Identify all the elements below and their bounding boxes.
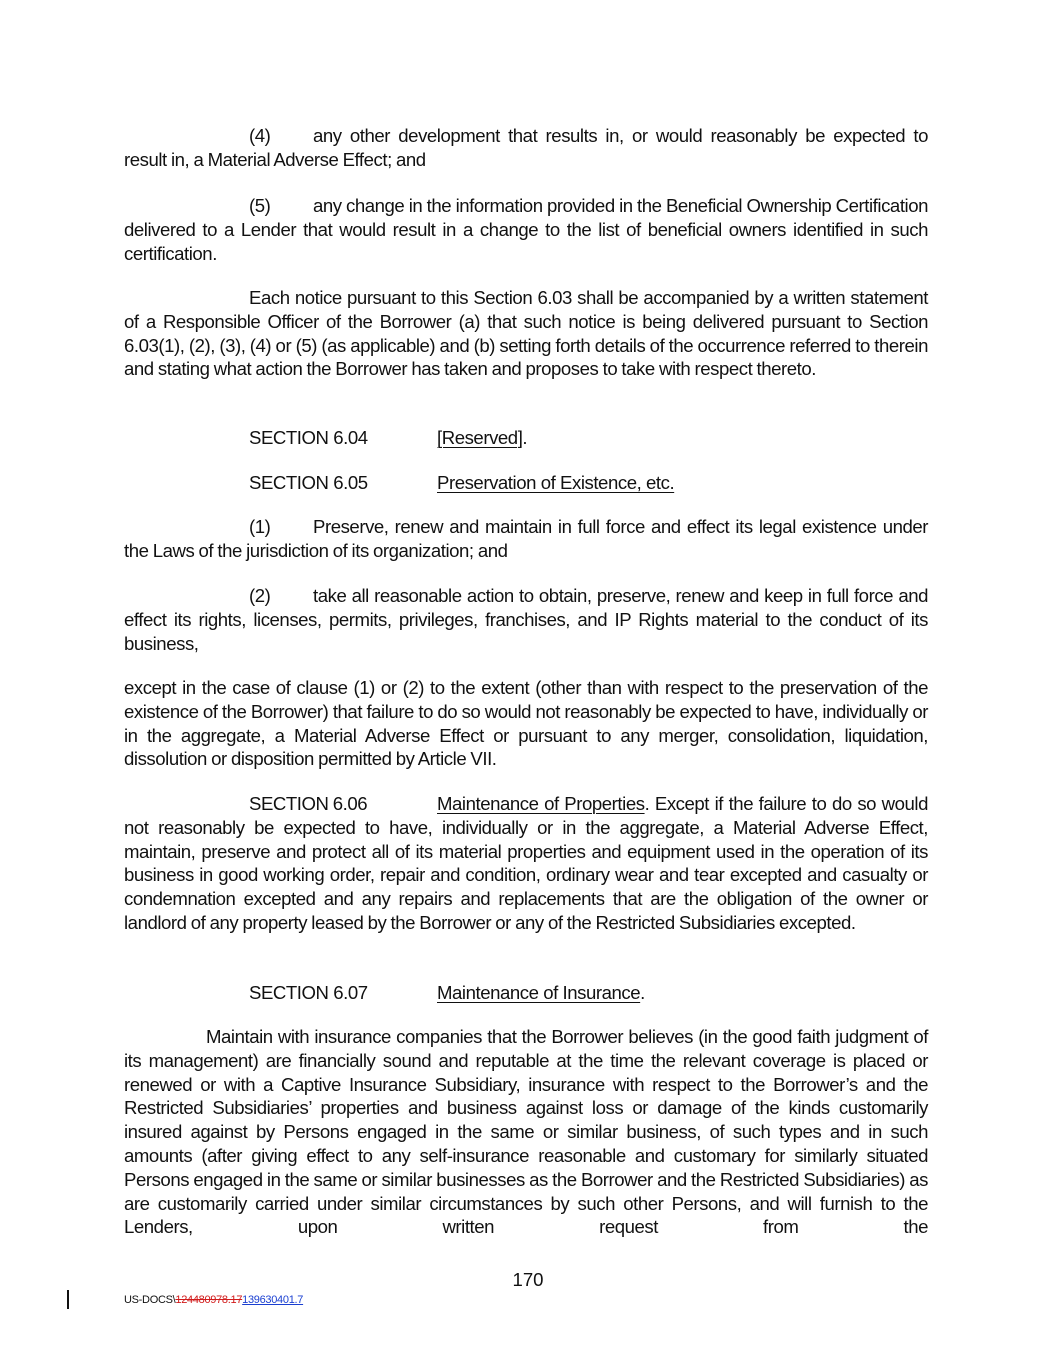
paragraph-text: take all reasonable action to obtain, preserve, renew and keep in full force and effect its rights, licenses, permits, privileges, franchises, and IP Rights material to the conduct of its business, bbox=[124, 585, 928, 654]
section-number: SECTION 6.07 bbox=[249, 982, 368, 1003]
section-title-suffix: . bbox=[640, 982, 645, 1003]
section-title: Maintenance of Insurance bbox=[437, 982, 641, 1003]
paragraph-4 bbox=[124, 124, 928, 172]
paragraph-number: (5) bbox=[249, 195, 271, 216]
paragraph-6-05-2 bbox=[124, 584, 928, 655]
paragraph-text: any other development that results in, or would reasonably be expected to result in, a Material Adverse Effect; and bbox=[124, 125, 928, 170]
revision-change-bar bbox=[67, 1290, 69, 1309]
footer-deleted-id: 124480978.17 bbox=[175, 1294, 243, 1306]
section-title: Maintenance of Properties bbox=[437, 793, 645, 814]
notice-paragraph bbox=[124, 286, 928, 381]
paragraph-6-05-1 bbox=[124, 515, 928, 563]
paragraph-number: (2) bbox=[249, 585, 271, 606]
section-6-05-heading bbox=[249, 471, 674, 495]
section-title: Preservation of Existence, etc. bbox=[437, 472, 675, 493]
insurance-paragraph bbox=[124, 1025, 928, 1239]
section-title: [Reserved] bbox=[437, 427, 523, 448]
paragraph-number: (1) bbox=[249, 516, 271, 537]
paragraph-text: . Except if the failure to do so would not reasonably be expected to have, individually or in the aggregate, a Material Adverse Effect, maintain, preserve and protect all of its material properties and equipment used in the operation of its business in good working order, repair and condition, ordinary wear and tear excepted and casualty or condemnation excepted and any repairs and replacements that are the obligation of the owner or landlord of any property leased by the Borrower or any of the Restricted Subsidiaries excepted. bbox=[124, 793, 928, 933]
page-number: 170 bbox=[512, 1269, 544, 1290]
section-number: SECTION 6.04 bbox=[249, 427, 368, 448]
section-title-suffix: . bbox=[522, 427, 528, 448]
paragraph-number: (4) bbox=[249, 125, 271, 146]
paragraph-text: Each notice pursuant to this Section 6.03 shall be accompanied by a written statement of a Responsible Officer of the Borrower (a) that such notice is being delivered pursuant to Section 6.03(1), (2), (3), (4) or (5) (as applicable) and (b) setting forth details of the occurrence referred to therein and stating what action the Borrower has taken and proposes to take with respect thereto. bbox=[124, 287, 928, 380]
section-number: SECTION 6.05 bbox=[249, 472, 368, 493]
paragraph-text: Preserve, renew and maintain in full force and effect its legal existence under the Laws of the jurisdiction of its organization; and bbox=[124, 516, 928, 561]
section-6-04-heading bbox=[249, 426, 527, 450]
section-6-06-paragraph bbox=[124, 792, 928, 935]
paragraph-text: except in the case of clause (1) or (2) to the extent (other than with respect to the preservation of the existence of the Borrower) that failure to do so would not reasonably be expected to have, individually or in the aggregate, a Material Adverse Effect or pursuant to any merger, consolidation, liquidation, dissolution or disposition permitted by Article VII. bbox=[124, 677, 928, 770]
paragraph-text: any change in the information provided in the Beneficial Ownership Certification delivered to a Lender that would result in a change to the list of beneficial owners identified in such certification. bbox=[124, 195, 928, 264]
section-number: SECTION 6.06 bbox=[249, 793, 368, 814]
except-paragraph bbox=[124, 676, 928, 771]
footer-inserted-id: 139630401.7 bbox=[242, 1294, 304, 1306]
section-6-07-heading bbox=[249, 981, 645, 1005]
paragraph-text: Maintain with insurance companies that the Borrower believes (in the good faith judgment of its management) are financially sound and reputable at the time the relevant coverage is placed or renewed or with a Captive Insurance Subsidiary, insurance with respect to the Borrower’s and the Restricted Subsidiaries’ properties and business against loss or damage of the kinds customarily insured against by Persons engaged in the same or similar business, of such types and in such amounts (after giving effect to any self-insurance reasonable and customary for similarly situated Persons engaged in the same or similar businesses as the Borrower and the Restricted Subsidiaries) as are customarily carried under similar circumstances by such other Persons, and will furnish to the Lenders, upon written request from the bbox=[124, 1026, 928, 1238]
paragraph-5 bbox=[124, 194, 928, 265]
footer-prefix: US-DOCS\ bbox=[124, 1294, 176, 1306]
document-footer-id bbox=[124, 1293, 303, 1307]
